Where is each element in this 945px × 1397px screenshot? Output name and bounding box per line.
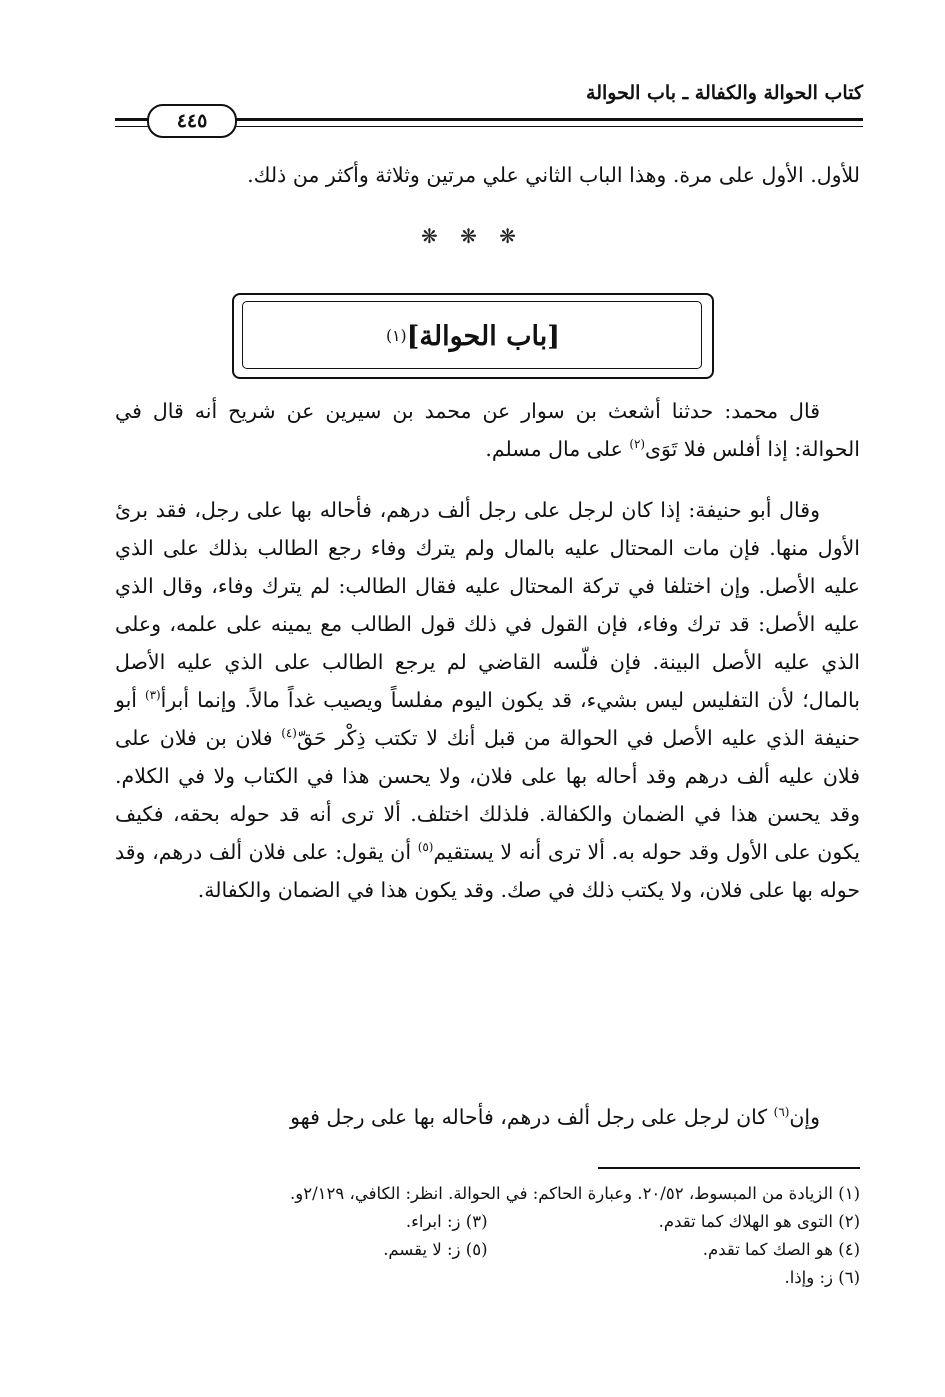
chapter-title-text: [باب الحوالة]	[406, 320, 561, 352]
running-title: كتاب الحوالة والكفالة ـ باب الحوالة	[586, 82, 863, 104]
paragraph-1-part-2: على مال مسلم.	[485, 437, 630, 461]
footnote-ref-4[interactable]: (٤)	[281, 726, 297, 741]
paragraph-2-part-3: فلان بن فلان على فلان عليه ألف درهم وقد أحاله بها على فلان، ولا يحسن هذا في الكتاب ولا في الكلام. وقد يحسن هذا في الضمان والكفالة. فلذلك اختلف. ألا ترى أنه قد حوله بحقه، فكيف يكون على الأول وقد حوله به. ألا ترى أنه لا يستقيم	[115, 726, 860, 864]
paragraph-2	[115, 491, 860, 909]
footnote-row	[115, 1208, 860, 1236]
paragraph-2-part-1: وقال أبو حنيفة: إذا كان لرجل على رجل ألف درهم، فأحاله بها على رجل، فقد برئ الأول منها. فإن مات المحتال عليه بالمال ولم يترك وفاء رجع الطالب بذلك على الذي عليه الأصل. وإن اختلفا في تركة المحتال عليه فقال الطالب: لم يترك وفاء، وقال الذي عليه الأصل: قد ترك وفاء، فإن القول في ذلك قول الطالب مع يمينه على علمه، وعلى الذي عليه الأصل البينة. فإن فلّسه القاضي لم يرجع الطالب على الذي عليه الأصل بالمال؛ لأن التفليس ليس بشيء، قد يكون اليوم مفلساً ويصيب غداً مالاً. وإنما أبرأ	[115, 498, 860, 712]
paragraph-2-part-4: أن يقول: على فلان ألف درهم، وقد حوله بها على فلان، ولا يكتب ذلك في صك. وقد يكون هذا في الضمان والكفالة.	[115, 840, 860, 902]
paragraph-3	[115, 1098, 860, 1136]
footnote-ref-2[interactable]: (٢)	[629, 437, 646, 452]
footnote-row	[115, 1264, 860, 1292]
footnote-row	[115, 1180, 860, 1208]
footnote-6: (٦) ز: وإذا.	[784, 1268, 860, 1287]
chapter-title: [باب الحوالة] (١)	[385, 320, 561, 352]
footnote-row	[115, 1236, 860, 1264]
page-number: ٤٤٥	[147, 104, 237, 138]
continuation-line: للأول. الأول على مرة. وهذا الباب الثاني علي مرتين وثلاثة وأكثر من ذلك.	[247, 163, 860, 187]
paragraph-1	[115, 392, 860, 468]
footnote-5: (٥) ز: لا يقسم.	[383, 1240, 488, 1259]
paragraph-3-part-2: كان لرجل على رجل ألف درهم، فأحاله بها على رجل فهو	[290, 1105, 774, 1129]
footnotes	[115, 1180, 860, 1292]
continuation-text	[115, 156, 860, 194]
footnote-ref-6[interactable]: (٦)	[773, 1105, 790, 1120]
paragraph-2-part-2: أبو حنيفة الذي عليه الأصل في الحوالة من قبل أنك لا تكتب ذِكْر حَقّ	[115, 688, 860, 750]
footnote-rule	[598, 1167, 860, 1169]
paragraph-3-part-1: وإن	[789, 1105, 820, 1129]
footnote-4: (٤) هو الصك كما تقدم.	[702, 1240, 860, 1259]
footnote-2: (٢) التوى هو الهلاك كما تقدم.	[658, 1212, 860, 1231]
footnote-ref-3[interactable]: (٣)	[145, 688, 161, 703]
footnote-3: (٣) ز: ابراء.	[405, 1212, 488, 1231]
footnote-1: (١) الزيادة من المبسوط، ٢٠/٥٢. وعبارة الحاكم: في الحوالة. انظر: الكافي، ٢/١٢٩و.	[290, 1184, 860, 1203]
paragraph-1-part-1: قال محمد: حدثنا أشعث بن سوار عن محمد بن سيرين عن شريح أنه قال في الحوالة: إذا أفلس فلا تَوَى	[115, 399, 860, 461]
footnote-ref-5[interactable]: (٥)	[417, 840, 434, 855]
section-divider: ❋ ❋ ❋	[421, 224, 524, 248]
